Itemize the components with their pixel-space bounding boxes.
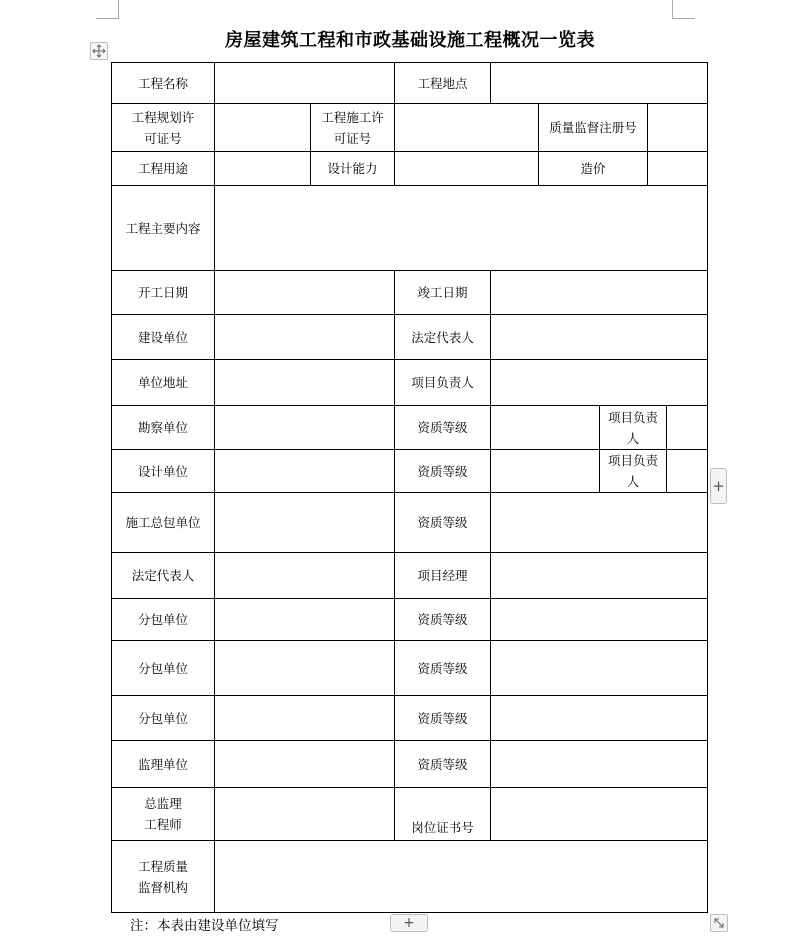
add-row-button[interactable] [390,914,428,932]
label-survey-grade: 资质等级 [417,420,468,435]
input-subcontractor-1[interactable] [215,599,394,640]
label-project-location: 工程地点 [417,75,468,91]
input-subcontractor-2-grade[interactable] [491,641,707,695]
input-chief-supervisor[interactable] [215,788,394,840]
page-corner-mark-left [96,0,119,19]
input-subcontractor-3[interactable] [215,696,394,740]
page-corner-mark-right [672,0,695,19]
input-design-capacity[interactable] [395,152,538,185]
input-survey-leader[interactable] [667,406,707,449]
plus-icon: + [403,915,415,931]
label-quality-agency: 工程质量 监督机构 [137,858,188,895]
input-post-cert-no[interactable] [491,788,707,840]
input-survey-grade[interactable] [491,406,599,449]
input-completion-date[interactable] [491,271,707,314]
input-supervision-grade[interactable] [491,741,707,787]
label-quality-reg-no: 质量监督注册号 [549,120,637,135]
label-cost: 造价 [580,161,606,176]
input-general-contractor[interactable] [215,493,394,552]
label-subcontractor-2: 分包单位 [137,660,188,676]
label-main-content: 工程主要内容 [125,220,201,236]
input-construction-permit[interactable] [395,104,538,151]
input-project-location[interactable] [491,63,707,103]
input-cost[interactable] [648,152,707,185]
input-design-grade[interactable] [491,450,599,492]
label-general-contractor: 施工总包单位 [125,515,201,530]
label-planning-permit: 工程规划许 可证号 [131,109,195,146]
label-design-leader: 项目负责 人 [607,453,658,489]
input-subcontractor-3-grade[interactable] [491,696,707,740]
label-subcontractor-1: 分包单位 [137,612,188,627]
label-unit-address: 单位地址 [137,375,188,390]
plus-icon: + [712,477,725,495]
label-construction-unit: 建设单位 [137,329,188,345]
input-construction-unit[interactable] [215,315,394,359]
move-icon [92,44,106,58]
input-project-name[interactable] [215,63,394,103]
input-legal-rep[interactable] [491,315,707,359]
input-start-date[interactable] [215,271,394,314]
label-subcontractor-3-grade: 资质等级 [417,710,468,726]
input-survey-unit[interactable] [215,406,394,449]
input-contractor-legal-rep[interactable] [215,553,394,598]
input-supervision-unit[interactable] [215,741,394,787]
input-design-unit[interactable] [215,450,394,492]
label-supervision-unit: 监理单位 [137,756,188,772]
label-subcontractor-1-grade: 资质等级 [417,612,468,627]
label-post-cert-no: 岗位证书号 [411,819,474,835]
label-project-manager: 项目经理 [417,568,468,583]
label-project-name: 工程名称 [137,75,188,91]
input-subcontractor-1-grade[interactable] [491,599,707,640]
input-subcontractor-2[interactable] [215,641,394,695]
resize-diagonal-icon [713,917,725,929]
input-project-usage[interactable] [215,152,310,185]
document-title: 房屋建筑工程和市政基础设施工程概况一览表 [225,30,595,51]
label-design-grade: 资质等级 [417,463,468,479]
label-survey-unit: 勘察单位 [137,420,188,435]
footnote: 注：本表由建设单位填写 [130,918,279,934]
label-project-leader: 项目负责人 [411,375,474,390]
input-design-leader[interactable] [667,450,707,492]
label-survey-leader: 项目负责 人 [607,409,658,446]
input-contractor-grade[interactable] [491,493,707,552]
input-project-manager[interactable] [491,553,707,598]
input-quality-reg-no[interactable] [648,104,707,151]
label-start-date: 开工日期 [137,285,188,300]
table-move-handle[interactable] [90,42,108,60]
input-project-leader[interactable] [491,360,707,405]
label-contractor-legal-rep: 法定代表人 [131,568,195,583]
label-completion-date: 竣工日期 [417,285,468,300]
label-supervision-grade: 资质等级 [417,756,468,772]
label-construction-permit: 工程施工许 可证号 [321,109,384,146]
input-planning-permit[interactable] [215,104,310,151]
add-column-button[interactable] [710,468,727,504]
input-unit-address[interactable] [215,360,394,405]
label-contractor-grade: 资质等级 [417,515,468,530]
label-subcontractor-3: 分包单位 [137,710,188,726]
table-resize-handle[interactable] [710,914,728,932]
label-design-unit: 设计单位 [137,463,188,479]
label-design-capacity: 设计能力 [327,161,378,176]
label-legal-rep: 法定代表人 [411,329,474,345]
label-chief-supervisor: 总监理 工程师 [144,796,182,832]
label-project-usage: 工程用途 [137,161,188,176]
input-quality-agency[interactable] [215,841,707,912]
input-main-content[interactable] [215,186,707,270]
label-subcontractor-2-grade: 资质等级 [417,660,468,676]
